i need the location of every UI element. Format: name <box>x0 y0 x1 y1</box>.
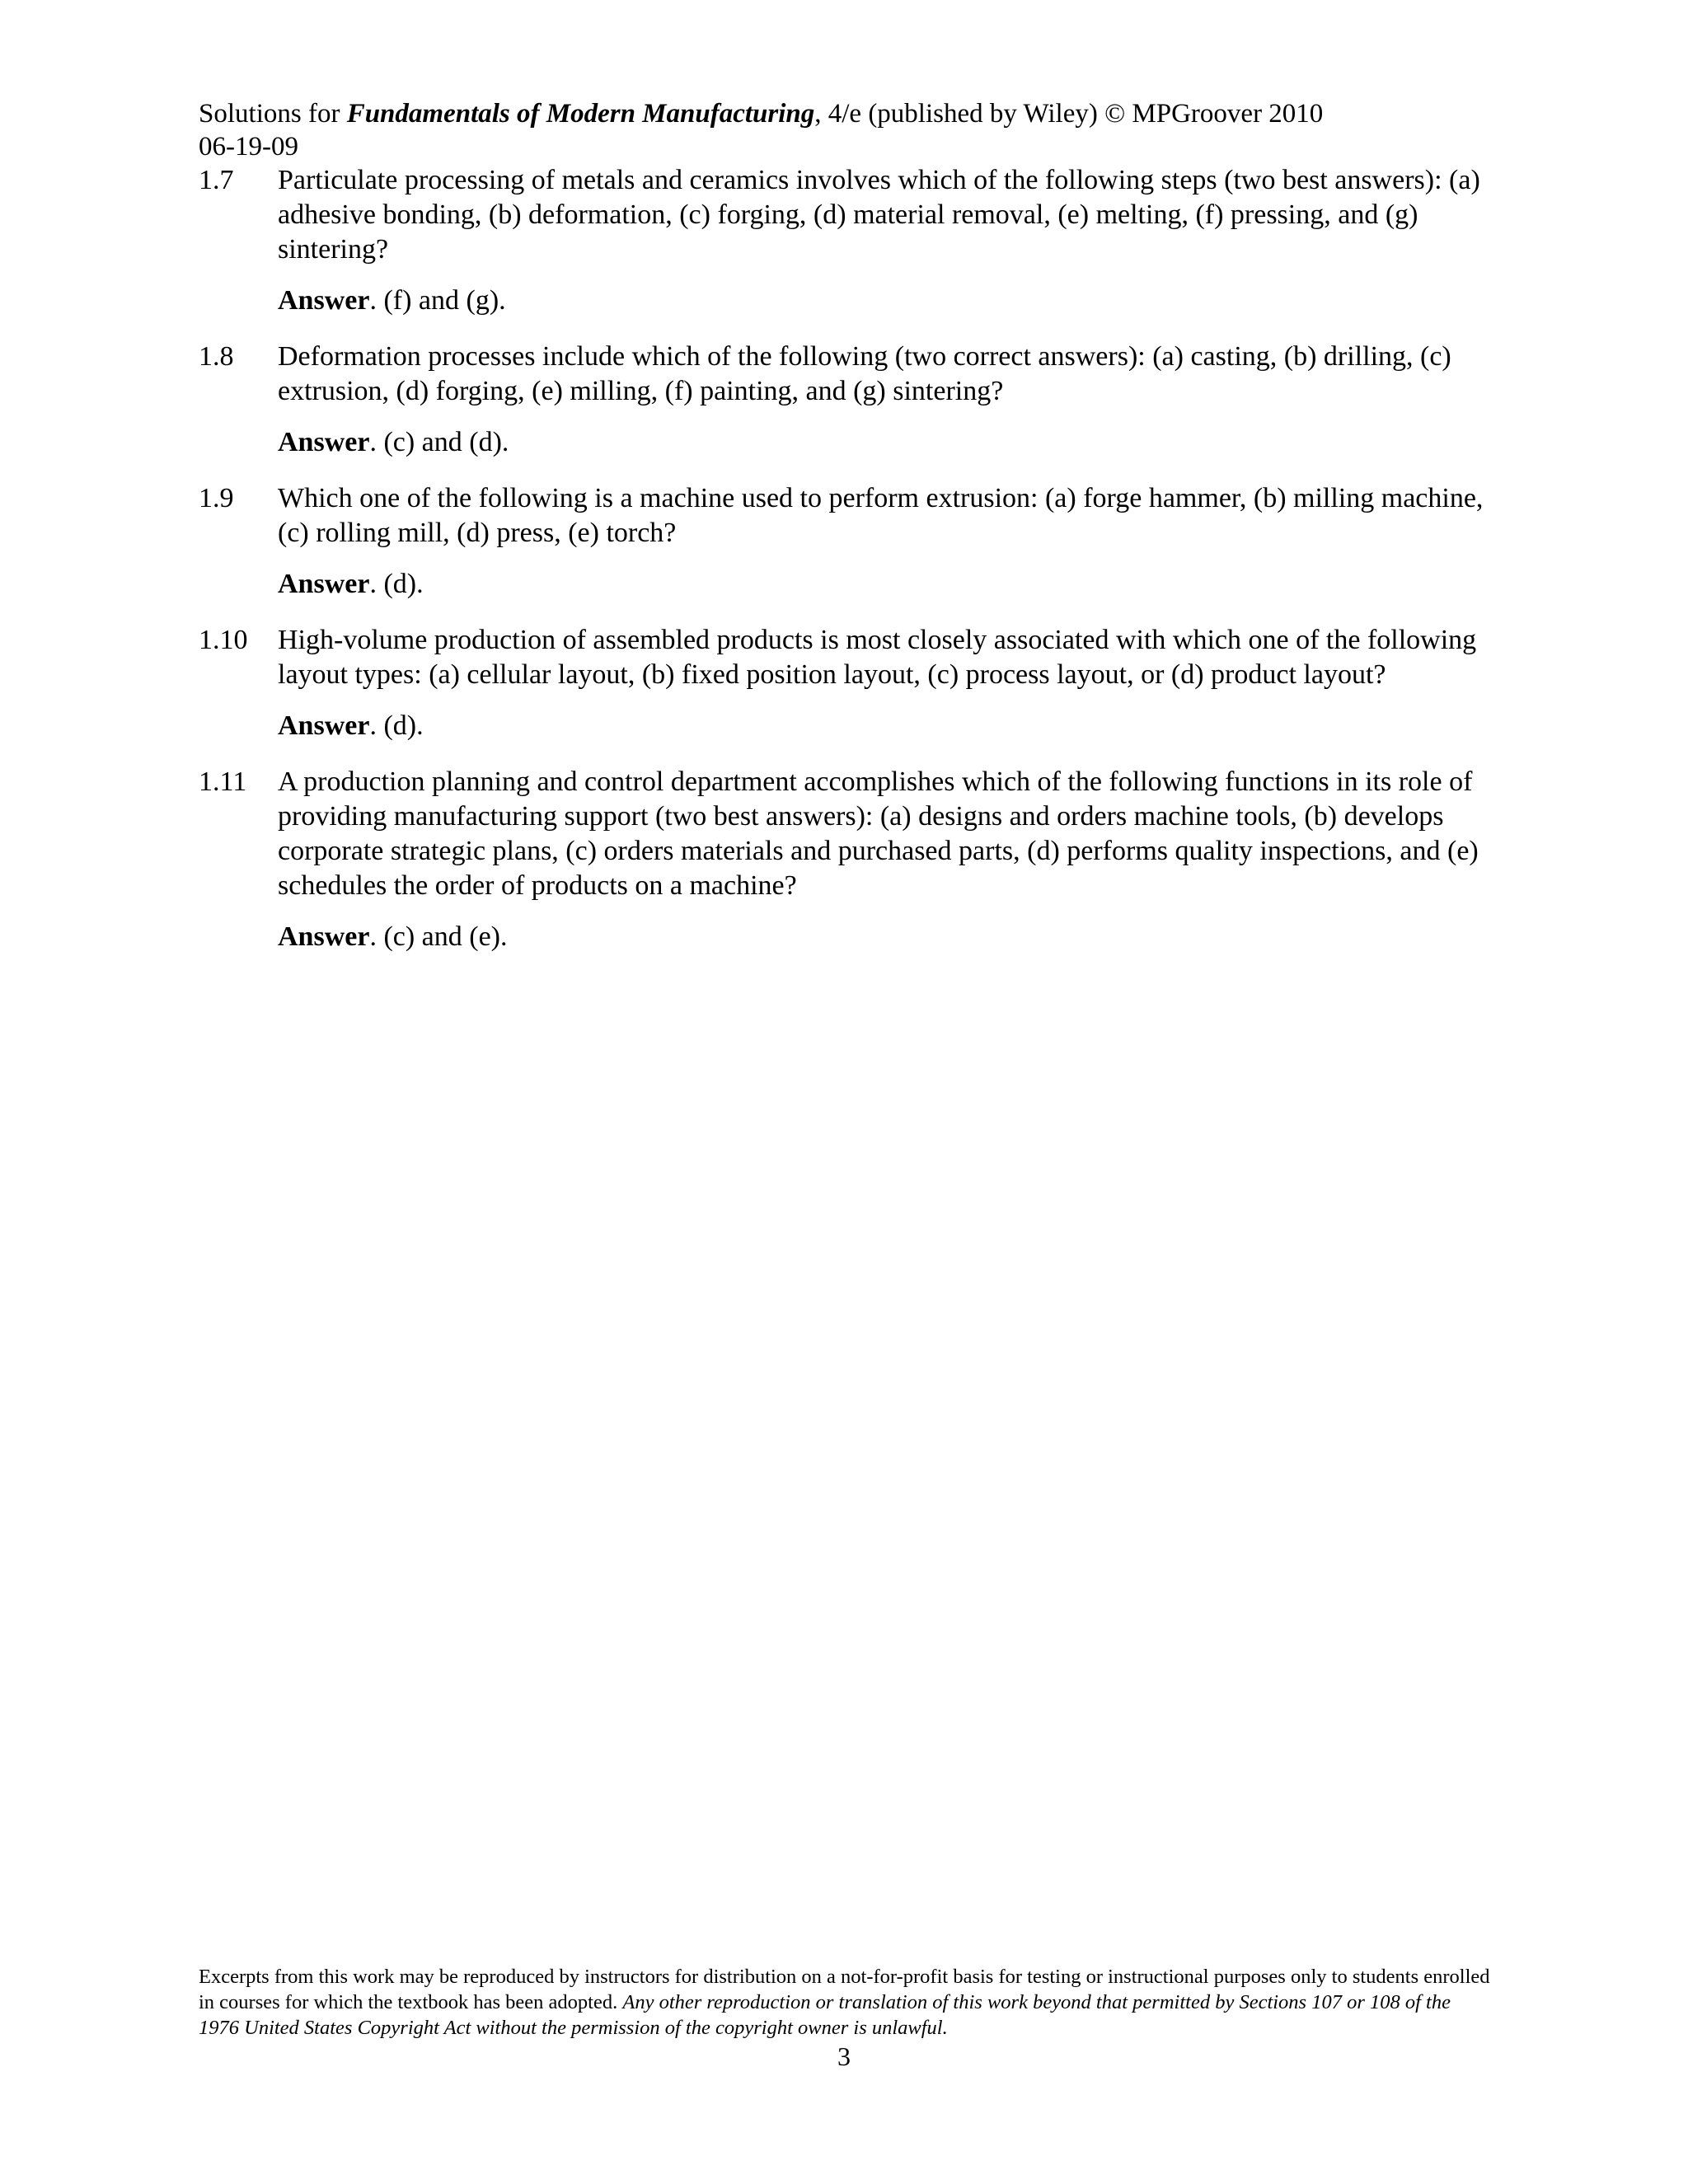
header-book-title: Fundamentals of Modern Manufacturing <box>346 99 815 129</box>
header-title-line <box>199 97 1323 130</box>
page-number: 3 <box>837 2041 851 2071</box>
question-list <box>199 163 1501 976</box>
page-header <box>199 97 1323 163</box>
header-date: 06-19-09 <box>199 132 298 162</box>
question-number: 1.11 <box>199 766 247 797</box>
question-number: 1.7 <box>199 165 234 195</box>
question-item <box>199 765 1501 954</box>
question-number: 1.9 <box>199 483 234 513</box>
answer-text: . (c) and (d). <box>369 427 509 457</box>
answer-label: Answer <box>278 921 370 952</box>
question-item <box>199 623 1501 743</box>
answer-label: Answer <box>278 569 370 599</box>
question-text: A production planning and control department accomplishes which of the following functions in its role of providing manufacturing support (two best answers): (a) designs and orders machine tools, (b) develops corporate strategic plans, (c) orders materials and purchased parts, (d) performs quality inspections, and (e) schedules the order of products on a machine? <box>278 766 1479 901</box>
header-suffix: , 4/e (published by Wiley) © MPGroover 2010 <box>814 99 1324 129</box>
question-text: Particulate processing of metals and ceramics involves which of the following steps (two best answers): (a) adhesive bonding, (b) deformation, (c) forging, (d) material removal, (e) melting, (f) pressing, and (g) sintering? <box>278 165 1480 265</box>
question-item <box>199 163 1501 318</box>
question-number: 1.8 <box>199 341 234 372</box>
question-answer <box>278 567 1501 602</box>
question-answer <box>278 709 1501 743</box>
question-answer <box>278 284 1501 318</box>
answer-text: . (d). <box>369 569 424 599</box>
copyright-footer <box>199 1964 1493 2041</box>
answer-text: . (f) and (g). <box>369 285 506 316</box>
question-number: 1.10 <box>199 625 248 655</box>
question-text: High-volume production of assembled products is most closely associated with which one of the following layout types: (a) cellular layout, (b) fixed position layout, (c) process layout, or (d) product layout? <box>278 625 1477 690</box>
question-answer <box>278 425 1501 460</box>
question-item <box>199 340 1501 460</box>
footer-legal-notice: Any other reproduction or translation of this work beyond that permitted by Sections 107 or 108 of the 1976 United States Copyright Act without the permission of the copyright owner is unlawful. <box>199 1991 1451 2039</box>
question-text: Which one of the following is a machine used to perform extrusion: (a) forge hammer, (b) milling machine, (c) rolling mill, (d) press, (e) torch? <box>278 483 1484 548</box>
answer-label: Answer <box>278 285 370 316</box>
question-answer <box>278 920 1501 954</box>
header-prefix: Solutions for <box>199 99 347 129</box>
footer-notice: Excerpts from this work may be reproduced by instructors for distribution on a not-for-profit basis for testing or instructional purposes only to students enrolled in courses for which the textbook has been adopted. <box>199 1966 1490 2013</box>
answer-label: Answer <box>278 427 370 457</box>
answer-label: Answer <box>278 710 370 741</box>
answer-text: . (c) and (e). <box>369 921 508 952</box>
question-text: Deformation processes include which of the following (two correct answers): (a) casting, (b) drilling, (c) extrusion, (d) forging, (e) milling, (f) painting, and (g) sintering? <box>278 341 1451 406</box>
question-item <box>199 481 1501 602</box>
answer-text: . (d). <box>369 710 424 741</box>
